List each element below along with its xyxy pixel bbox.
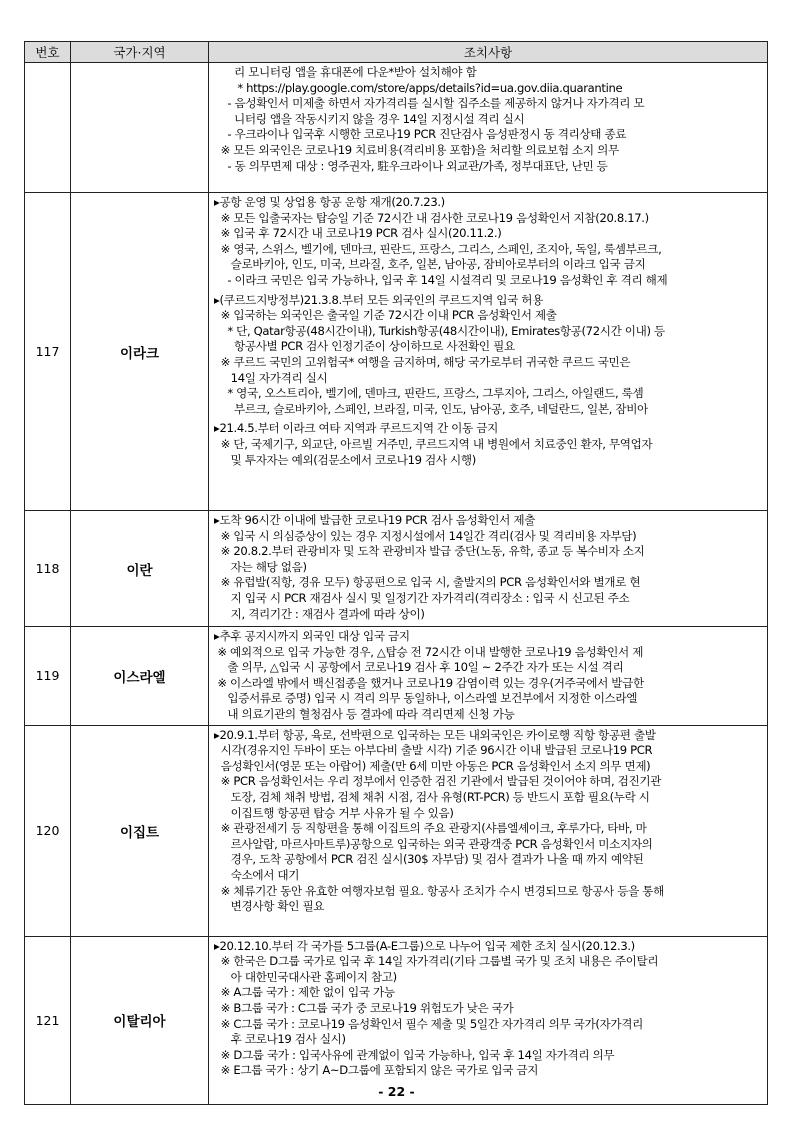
measure-line: ▸(쿠르드지방정부)21.3.8.부터 모든 외국인의 쿠르드지역 입국 허용 <box>214 292 543 307</box>
measure-line: ※ B그룹 국가 : C그룹 국가 중 코로나19 위험도가 낮은 국가 <box>214 1000 514 1015</box>
row-number: 117 <box>25 193 71 511</box>
measure-line: ※ 영국, 스위스, 벨기에, 덴마크, 핀란드, 프랑스, 그리스, 스페인, 조지아, 독일, 룩셈부르크, <box>214 241 662 256</box>
row-country: 이탈리아 <box>71 936 209 1104</box>
row-number: 121 <box>25 936 71 1104</box>
measure-line: ※ 모든 입출국자는 탑승일 기준 72시간 내 검사한 코로나19 음성확인서 지참(20.8.17.) <box>214 210 649 225</box>
measure-line: 니터링 앱을 작동시키지 않을 경우 14일 지정시설 격리 실시 <box>214 111 525 126</box>
measure-line: 지, 격리기간 : 재검사 결과에 따라 상이) <box>214 606 425 621</box>
row-country: 이라크 <box>71 193 209 511</box>
measure-line: 입증서류로 증명) 입국 시 격리 의무 동일하나, 이스라엘 보건부에서 지정한 이스라엘 <box>214 691 638 706</box>
measure-line: * 영국, 오스트리아, 벨기에, 덴마크, 핀란드, 프랑스, 그루지아, 그리스, 아일랜드, 룩셈 <box>214 386 644 401</box>
header-row <box>25 42 768 63</box>
row-number: 119 <box>25 627 71 726</box>
row-number: 118 <box>25 511 71 627</box>
measure-line: 출 의무, △입국 시 공항에서 코로나19 검사 후 10일 ~ 2주간 자가 또는 시설 격리 <box>214 660 624 675</box>
measure-line: ※ PCR 음성확인서는 우리 정부에서 인증한 검진 기관에서 발급된 것이어야 하며, 검진기관 <box>214 774 662 789</box>
measure-line: - 동 의무면제 대상 : 영주권자, 駐우크라이나 외교관/가족, 정부대표단, 난민 등 <box>214 158 608 173</box>
measure-line: * 단, Qatar항공(48시간이내), Turkish항공(48시간이내), Emirates항공(72시간 이내) 등 <box>214 323 665 338</box>
table-row <box>25 511 768 627</box>
table-row <box>25 193 768 511</box>
table-row <box>25 725 768 936</box>
row-country: 이란 <box>71 511 209 627</box>
measure-line: ▸도착 96시간 이내에 발급한 코로나19 PCR 검사 음성확인서 제출 <box>214 513 536 527</box>
measure-line: 후 코로나19 검사 실시) <box>214 1032 346 1047</box>
measure-line: ▸21.4.5.부터 이라크 여타 지역과 쿠르드지역 간 이동 금지 <box>214 421 498 436</box>
measure-line: - 이라크 국민은 입국 가능하나, 입국 후 14일 시설격리 및 코로나19 음성확인 후 격리 해제 <box>214 272 668 287</box>
measure-line: ※ 입국 후 72시간 내 코로나19 PCR 검사 실시(20.11.2.) <box>214 226 502 241</box>
row-country: 이집트 <box>71 725 209 936</box>
measure-line: 음성확인서(영문 또는 아랍어) 제출(만 6세 미만 아동은 PCR 음성확인서 소지 의무 면제) <box>214 758 651 773</box>
measure-line: ※ E그룹 국가 : 상기 A~D그룹에 포함되지 않은 국가로 입국 금지 <box>214 1063 539 1078</box>
measure-line: 지 입국 시 PCR 재검사 실시 및 일정기간 자가격리(격리장소 : 입국 시 신고된 주소 <box>214 590 630 605</box>
row-country: 이스라엘 <box>71 627 209 726</box>
measure-line: ※ 이스라엘 밖에서 백신접종을 했거나 코로나19 감염이력 있는 경우(거주국에서 발급한 <box>214 675 644 690</box>
measure-line: 시각(경유지인 두바이 또는 아부다비 출발 시각) 기준 96시간 이내 발급된 코로나19 PCR <box>214 743 653 758</box>
measure-line: ▸추후 공지시까지 외국인 대상 입국 금지 <box>214 629 410 643</box>
measure-line: ※ D그룹 국가 : 입국사유에 관계없이 입국 가능하나, 입국 후 14일 자가격리 의무 <box>214 1047 615 1062</box>
measure-line: 변경사항 확인 필요 <box>214 899 325 914</box>
measure-line: 및 투자자는 예외(검문소에서 코로나19 검사 시행) <box>214 452 476 467</box>
measure-line: 부르크, 슬로바키아, 스페인, 브라질, 미국, 인도, 남아공, 호주, 네덜란드, 일본, 잠비아 <box>214 401 648 416</box>
measure-line: ※ 체류기간 동안 유효한 여행자보험 필요. 항공사 조치가 수시 변경되므로 항공사 등을 통해 <box>214 883 664 898</box>
measure-line: - 음성확인서 미제출 하면서 자가격리를 실시할 집주소를 제공하지 않거나 자가격리 모 <box>214 96 645 111</box>
row-country <box>71 63 209 193</box>
measure-line: ▸20.9.1.부터 항공, 육로, 선박편으로 입국하는 모든 내외국인은 카이로행 직항 항공편 출발 <box>214 727 656 742</box>
measure-line: 리 모니터링 앱을 휴대폰에 다운*받아 설치해야 함 <box>214 65 477 79</box>
measure-line: 내 의료기관의 혈청검사 등 결과에 따라 격리면제 신청 가능 <box>214 706 515 721</box>
measure-line: 아 대한민국대사관 홈페이지 참고) <box>214 969 397 984</box>
table-row <box>25 627 768 726</box>
measure-line: ※ A그룹 국가 : 제한 없이 입국 가능 <box>214 985 395 1000</box>
measure-line: 14일 자가격리 실시 <box>214 370 328 385</box>
header-country: 국가·지역 <box>71 42 209 63</box>
row-measures <box>209 511 768 627</box>
measure-line: ※ 유럽발(직항, 경유 모두) 항공편으로 입국 시, 출발지의 PCR 음성확인서와 별개로 현 <box>214 575 641 590</box>
measure-line: ※ 입국 시 의심증상이 있는 경우 지정시설에서 14일간 격리(검사 및 격리비용 자부담) <box>214 528 637 543</box>
measure-line: ▸공항 운영 및 상업용 항공 운항 재개(20.7.23.) <box>214 195 445 209</box>
row-number <box>25 63 71 193</box>
measure-line: * https://play.google.com/store/apps/details?id=ua.gov.diia.quarantine <box>214 80 623 95</box>
measures-table <box>24 41 768 1105</box>
row-measures <box>209 627 768 726</box>
measure-line: ※ 한국은 D그룹 국가로 입국 후 14일 자가격리(기타 그룹별 국가 및 조치 내용은 주이탈리 <box>214 954 659 969</box>
measure-line: 숙소에서 대기 <box>214 867 300 882</box>
row-measures <box>209 193 768 511</box>
table-row <box>25 936 768 1104</box>
measure-line: 항공사별 PCR 검사 인정기준이 상이하므로 사전확인 필요 <box>214 339 515 354</box>
measure-line: ※ 입국하는 외국인은 출국일 기준 72시간 이내 PCR 음성확인서 제출 <box>214 308 557 323</box>
table-row <box>25 63 768 193</box>
page-number: - 22 - <box>378 1084 415 1099</box>
measure-line: ※ 20.8.2.부터 관광비자 및 도착 관광비자 발급 중단(노동, 유학, 종교 등 복수비자 소지 <box>214 544 645 559</box>
header-measures: 조치사항 <box>209 42 768 63</box>
row-number: 120 <box>25 725 71 936</box>
row-measures <box>209 725 768 936</box>
measure-line: 르사알람, 마르사마트루)공항으로 입국하는 외국 관광객중 PCR 음성확인서 미소지자의 <box>214 836 653 851</box>
measure-line: 도장, 검체 채취 방법, 검체 채취 시점, 검사 유형(RT-PCR) 등 반드시 포함 필요(누락 시 <box>214 789 650 804</box>
row-measures <box>209 63 768 193</box>
measure-line: ※ 예외적으로 입국 가능한 경우, △탑승 전 72시간 이내 발행한 코로나19 음성확인서 제 <box>214 644 644 659</box>
header-number: 번호 <box>25 42 71 63</box>
measure-line: ※ C그룹 국가 : 코로나19 음성확인서 필수 제출 및 5일간 자가격리 의무 국가(자가격리 <box>214 1016 643 1031</box>
measure-line: ▸20.12.10.부터 각 국가를 5그룹(A-E그룹)으로 나누어 입국 제한 조치 실시(20.12.3.) <box>214 938 635 953</box>
measure-line: ※ 쿠르드 국민의 고위험국* 여행을 금지하며, 해당 국가로부터 귀국한 쿠르드 국민은 <box>214 354 631 369</box>
measure-line: 이집트행 항공편 탑승 거부 사유가 될 수 있음) <box>214 805 454 820</box>
measure-line: ※ 관광전세기 등 직항편을 통해 이집트의 주요 관광지(샤름엘셰이크, 후루가다, 타바, 마 <box>214 821 647 836</box>
row-measures <box>209 936 768 1104</box>
measure-line: ※ 모든 외국인은 코로나19 치료비용(격리비용 포함)을 처리할 의료보험 소지 의무 <box>214 142 619 157</box>
measure-line: ※ 단, 국제기구, 외교단, 아르빌 거주민, 쿠르드지역 내 병원에서 치료중인 환자, 무역업자 <box>214 436 653 451</box>
measure-line: 슬로바키아, 인도, 미국, 브라질, 호주, 일본, 남아공, 잠비아로부터의 이라크 입국 금지 <box>214 257 646 272</box>
measure-line: 경우, 도착 공항에서 PCR 검진 실시(30$ 자부담) 및 검사 결과가 나올 때 까지 예약된 <box>214 852 644 867</box>
measure-line: - 우크라이나 입국후 시행한 코로나19 PCR 진단검사 음성판정시 동 격리상태 종료 <box>214 127 627 142</box>
measure-line: 자는 해당 없음) <box>214 559 307 574</box>
